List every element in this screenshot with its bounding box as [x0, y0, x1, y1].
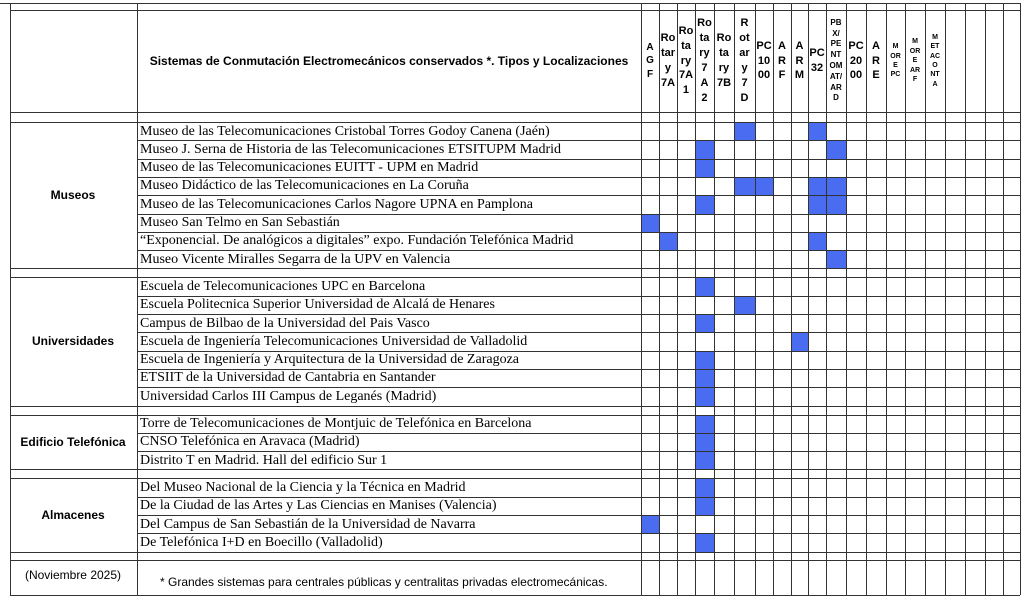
location-name: Museo de las Telecomunicaciones Cristobal Torres Godoy Canena (Jaén)	[140, 123, 550, 139]
system-mark-rotary7a2	[696, 196, 714, 214]
column-header-agf: A G F	[646, 41, 654, 80]
grid-line	[659, 3, 660, 595]
system-mark-pc32	[809, 178, 826, 195]
grid-line	[137, 387, 1020, 388]
grid-line	[10, 469, 1020, 470]
grid-line	[10, 3, 1020, 4]
column-header-rotary7b: Ro ta ry 7B	[716, 32, 732, 89]
grid-line	[10, 3, 11, 595]
grid-line	[886, 3, 887, 595]
group-label: Museos	[50, 188, 96, 203]
grid-line	[137, 232, 1020, 233]
system-mark-rotary7a2	[696, 278, 714, 296]
grid-line	[791, 3, 792, 595]
grid-line	[714, 3, 715, 595]
grid-line	[10, 112, 1020, 113]
system-mark-rotary7a2	[696, 388, 714, 406]
grid-line	[10, 268, 1020, 269]
column-header-rotary7a1: Ro ta ry 7A 1	[678, 24, 694, 97]
grid-line	[137, 159, 1020, 160]
system-mark-rotary7a2	[696, 479, 714, 497]
system-mark-agf	[642, 215, 659, 232]
column-header-morepc: M OR E PC	[890, 43, 901, 79]
grid-line	[734, 3, 735, 595]
system-mark-rotary7a2	[696, 434, 714, 451]
system-mark-rotary7a	[660, 233, 677, 250]
system-mark-rotary7d	[735, 123, 755, 140]
location-name: De Telefónica I+D en Boecillo (Valladolid)	[140, 534, 383, 550]
system-mark-pc32	[809, 233, 826, 250]
grid-line	[10, 478, 1020, 479]
grid-line	[773, 3, 774, 595]
column-header-rotary7a: Ro tar y 7A	[660, 32, 676, 89]
group-label: Almacenes	[41, 507, 105, 522]
location-name: Museo San Telmo en San Sebastián	[140, 215, 340, 230]
grid-line	[695, 3, 696, 595]
grid-line	[866, 3, 867, 595]
grid-line	[137, 515, 1020, 516]
grid-line	[137, 195, 1020, 196]
grid-line	[945, 3, 946, 595]
location-name: Escuela Politecnica Superior Universidad de Alcalá de Henares	[140, 297, 495, 313]
system-mark-rotary7a2	[696, 352, 714, 369]
system-mark-rotary7a2	[696, 160, 714, 177]
system-mark-rotary7a2	[696, 370, 714, 387]
location-name: De la Ciudad de las Artes y Las Ciencias en Manises (Valencia)	[140, 498, 497, 514]
grid-line	[965, 3, 966, 595]
grid-line	[137, 3, 138, 595]
system-mark-agf	[642, 516, 659, 533]
system-mark-pc32	[809, 196, 826, 214]
grid-line	[10, 406, 1020, 407]
system-mark-pbx	[827, 178, 846, 195]
column-header-pc1000: PC 10 00	[756, 39, 772, 82]
grid-line	[137, 250, 1020, 251]
grid-line	[985, 3, 986, 595]
location-name: Escuela de Ingeniería Telecomunicaciones Universidad de Valladolid	[140, 333, 528, 349]
location-name: ETSIIT de la Universidad de Cantabria en Santander	[140, 370, 436, 386]
column-header-are: A R E	[872, 39, 880, 82]
location-name: Universidad Carlos III Campus de Leganés (Madrid)	[140, 388, 437, 404]
grid-line	[1020, 3, 1021, 595]
grid-line	[10, 10, 1020, 11]
grid-line	[925, 3, 926, 595]
column-header-rotary7d: R ot ar y 7 D	[739, 17, 750, 104]
grid-line	[641, 3, 642, 595]
system-mark-arm	[792, 333, 808, 351]
grid-line	[0, 3, 10, 4]
location-name: Escuela de Telecomunicaciones UPC en Barcelona	[140, 278, 426, 294]
grid-line	[137, 214, 1020, 215]
grid-line	[137, 314, 1020, 315]
system-mark-rotary7a2	[696, 498, 714, 515]
grid-line	[137, 177, 1020, 178]
location-name: Museo Vicente Miralles Segarra de la UPV en Valencia	[140, 251, 451, 267]
system-mark-rotary7a2	[696, 534, 714, 552]
grid-line	[137, 533, 1020, 534]
location-name: Campus de Bilbao de la Universidad del Pais Vasco	[140, 315, 430, 331]
column-header-arf: A R F	[778, 39, 786, 82]
grid-line	[808, 3, 809, 595]
grid-line	[10, 277, 1020, 278]
location-name: Torre de Telecomunicaciones de Montjuic de Telefónica en Barcelona	[140, 416, 532, 431]
group-label: Edificio Telefónica	[20, 434, 126, 449]
grid-line	[10, 122, 1020, 123]
location-name: Museo Didáctico de las Telecomunicaciones en La Coruña	[140, 178, 469, 194]
system-mark-pbx	[827, 141, 846, 159]
column-header-rotary7a2: Ro ta ry 7 A 2	[697, 17, 712, 104]
grid-line	[137, 140, 1020, 141]
location-name: Museo de las Telecomunicaciones Carlos Nagore UPNA en Pamplona	[140, 196, 534, 212]
grid-line	[137, 332, 1020, 333]
grid-line	[10, 560, 1020, 561]
grid-line	[677, 3, 678, 595]
grid-line	[137, 433, 1020, 434]
system-mark-rotary7a2	[696, 416, 714, 433]
location-name: Del Campus de San Sebastián de la Universidad de Navarra	[140, 516, 476, 532]
column-header-arm: A R M	[794, 39, 805, 82]
grid-line	[1003, 3, 1004, 595]
system-mark-rotary7d	[735, 178, 755, 195]
grid-line	[10, 415, 1020, 416]
grid-line	[137, 451, 1020, 452]
system-mark-pc1000	[756, 178, 773, 195]
grid-line	[10, 595, 1020, 596]
date-note: (Noviembre 2025)	[24, 568, 122, 582]
column-header-pc32: PC 32	[809, 47, 825, 74]
location-name: Escuela de Ingeniería y Arquitectura de la Universidad de Zaragoza	[140, 352, 519, 368]
location-name: Distrito T en Madrid. Hall del edificio Sur 1	[140, 452, 388, 468]
grid-line	[755, 3, 756, 595]
system-mark-rotary7a2	[696, 452, 714, 469]
group-label: Universidades	[31, 334, 115, 349]
location-name: Museo J. Serna de Historia de las Telecomunicaciones ETSITUPM Madrid	[140, 141, 562, 157]
grid-line	[137, 351, 1020, 352]
grid-line	[826, 3, 827, 595]
system-mark-rotary7a2	[696, 315, 714, 332]
system-mark-rotary7d	[735, 297, 755, 314]
grid-line	[137, 369, 1020, 370]
system-mark-pbx	[827, 196, 846, 214]
grid-line	[137, 497, 1020, 498]
grid-line	[10, 552, 1020, 553]
system-mark-rotary7a2	[696, 141, 714, 159]
system-mark-pbx	[827, 251, 846, 268]
column-header-pbx: PB X/ PE NT OM AT/ AR D	[829, 17, 843, 103]
location-name: “Exponencial. De analógicos a digitales” expo. Fundación Telefónica Madrid	[140, 233, 574, 249]
column-header-metaconta: M ET AC O NT A	[929, 33, 941, 88]
grid-line	[905, 3, 906, 595]
location-name: CNSO Telefónica en Aravaca (Madrid)	[140, 434, 360, 450]
location-name: Del Museo Nacional de la Ciencia y la Técnica en Madrid	[140, 479, 466, 495]
column-header-morearf: M OR E AR F	[909, 38, 921, 84]
grid-line	[137, 296, 1020, 297]
table-title: Sistemas de Conmutación Electromecánicos conservados *. Tipos y Localizaciones	[149, 54, 629, 68]
column-header-pc2000: PC 20 00	[848, 39, 864, 82]
system-mark-pc32	[809, 123, 826, 140]
grid-line	[846, 3, 847, 595]
location-name: Museo de las Telecomunicaciones EUITT - UPM en Madrid	[140, 160, 479, 176]
footnote: * Grandes sistemas para centrales públicas y centralitas privadas electromecánicas.	[160, 575, 608, 589]
